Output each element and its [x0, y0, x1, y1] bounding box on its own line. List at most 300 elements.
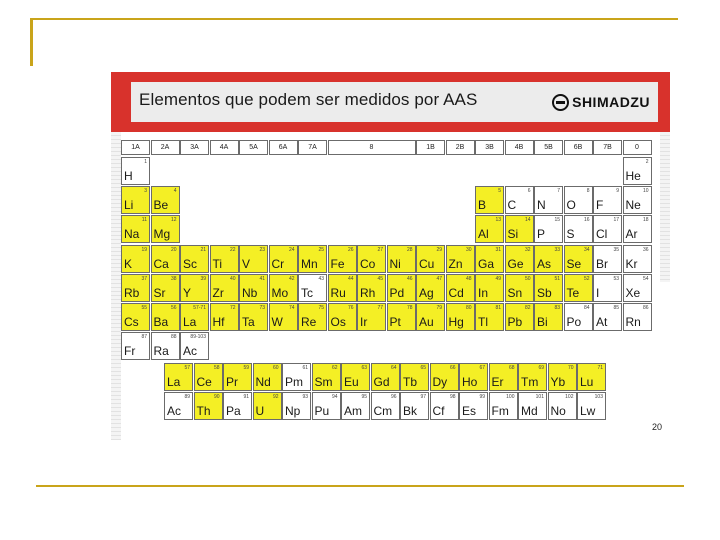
element-cell — [328, 274, 357, 302]
atomic-number: 58 — [213, 365, 220, 371]
element-symbol: Al — [478, 227, 489, 242]
atomic-number: 38 — [170, 275, 177, 282]
element-cell — [593, 303, 622, 331]
element-symbol: Ni — [389, 256, 401, 271]
group-header: 3B — [475, 140, 504, 155]
element-cell — [298, 245, 327, 273]
slide-accent-vertical-line — [30, 18, 33, 66]
element-symbol: Be — [153, 198, 169, 213]
lanthanide-cell — [400, 363, 429, 391]
slide-accent-top-line — [30, 18, 678, 20]
element-symbol: Zr — [212, 285, 224, 300]
element-symbol: Co — [360, 256, 376, 271]
side-strip-left — [111, 132, 121, 440]
atomic-number: 68 — [508, 365, 515, 371]
atomic-number: 91 — [243, 394, 249, 401]
element-cell — [593, 215, 622, 243]
element-symbol: Po — [566, 315, 582, 329]
element-symbol: Cl — [596, 227, 608, 242]
atomic-number: 28 — [406, 246, 413, 253]
actinide-cell — [518, 392, 547, 420]
lanthanide-cell — [577, 363, 606, 391]
group-header: 2B — [446, 140, 475, 155]
actinide-cell — [194, 392, 223, 420]
element-symbol: Yb — [550, 375, 566, 389]
element-cell — [121, 303, 150, 331]
element-symbol: Pb — [507, 315, 523, 329]
element-symbol: Sr — [153, 285, 166, 300]
figure-title: Elementos que podem ser medidos por AAS — [139, 90, 478, 109]
element-symbol: Li — [124, 198, 134, 213]
element-symbol: Nd — [255, 375, 271, 389]
actinide-cell — [341, 392, 370, 420]
element-symbol: O — [566, 198, 576, 213]
atomic-number: 26 — [347, 246, 354, 253]
element-symbol: Md — [521, 404, 538, 419]
element-symbol: B — [478, 198, 487, 213]
element-symbol: W — [271, 315, 283, 329]
element-symbol: Ra — [153, 344, 169, 359]
element-symbol: S — [566, 227, 575, 242]
atomic-number: 22 — [229, 246, 236, 253]
atomic-number: 25 — [318, 246, 324, 253]
element-symbol: C — [507, 198, 517, 213]
atomic-number: 41 — [259, 275, 265, 282]
element-symbol: Ce — [196, 375, 212, 389]
atomic-number: 102 — [565, 394, 574, 401]
element-symbol: Kr — [625, 256, 638, 271]
lanthanide-cell — [164, 363, 193, 391]
element-cell — [387, 303, 416, 331]
element-cell — [121, 245, 150, 273]
element-cell — [534, 303, 563, 331]
shimadzu-logo — [552, 92, 650, 112]
element-symbol: Sn — [507, 285, 523, 300]
atomic-number: 21 — [200, 246, 206, 253]
element-symbol: Fe — [330, 256, 345, 271]
element-cell — [446, 274, 475, 302]
element-symbol: In — [478, 285, 489, 300]
element-cell — [180, 303, 209, 331]
element-cell — [505, 215, 534, 243]
element-cell — [564, 245, 593, 273]
element-cell — [357, 245, 386, 273]
atomic-number: 85 — [613, 305, 619, 311]
lanthanide-cell — [282, 363, 311, 391]
element-symbol: Th — [196, 404, 211, 419]
lanthanide-cell — [430, 363, 459, 391]
element-symbol: Zn — [448, 256, 463, 271]
element-cell — [505, 245, 534, 273]
atomic-number: 62 — [331, 365, 338, 371]
atomic-number: 59 — [243, 365, 249, 371]
banner-panel — [131, 82, 658, 122]
element-symbol: Ba — [153, 315, 169, 329]
element-cell — [121, 274, 150, 302]
atomic-number: 3 — [144, 188, 147, 195]
element-cell — [564, 274, 593, 302]
element-cell — [151, 186, 180, 214]
lanthanide-cell — [341, 363, 370, 391]
periodic-table-figure — [111, 72, 670, 440]
atomic-number: 79 — [436, 305, 442, 311]
element-symbol: F — [596, 198, 604, 213]
element-symbol: Pt — [389, 315, 401, 329]
element-symbol: N — [537, 198, 546, 213]
atomic-number: 23 — [259, 246, 265, 253]
atomic-number: 40 — [229, 275, 236, 282]
element-cell — [357, 274, 386, 302]
element-cell — [180, 332, 209, 360]
group-header: 2A — [151, 140, 180, 155]
element-symbol: Na — [124, 227, 140, 242]
element-cell — [593, 274, 622, 302]
atomic-number: 48 — [465, 275, 472, 282]
element-cell — [564, 215, 593, 243]
element-symbol: Cd — [448, 285, 464, 300]
element-cell — [269, 303, 298, 331]
element-symbol: Si — [507, 227, 519, 242]
element-symbol: U — [255, 404, 265, 419]
atomic-number: 66 — [449, 365, 456, 371]
atomic-number: 18 — [642, 217, 649, 224]
actinide-cell — [489, 392, 518, 420]
atomic-number: 71 — [597, 365, 603, 371]
element-symbol: Tb — [403, 375, 418, 389]
atomic-number: 4 — [173, 188, 177, 195]
group-header: 1A — [121, 140, 150, 155]
element-symbol: Eu — [344, 375, 359, 389]
element-symbol: Sb — [537, 285, 552, 300]
element-cell — [180, 274, 209, 302]
atomic-number: 86 — [642, 305, 649, 311]
atomic-number: 17 — [613, 217, 619, 224]
atomic-number: 77 — [377, 305, 383, 311]
element-symbol: Hg — [448, 315, 464, 329]
element-symbol: Cu — [419, 256, 435, 271]
atomic-number: 19 — [141, 246, 147, 253]
element-symbol: Ag — [419, 285, 434, 300]
element-symbol: Fm — [491, 404, 509, 419]
element-symbol: Mg — [153, 227, 171, 242]
element-symbol: Au — [419, 315, 434, 329]
element-symbol: I — [596, 285, 600, 300]
group-header: 0 — [623, 140, 652, 155]
page-number: 20 — [651, 422, 662, 432]
element-cell — [298, 303, 327, 331]
group-header: 4A — [210, 140, 239, 155]
element-symbol: Ar — [625, 227, 638, 242]
atomic-number: 55 — [141, 305, 147, 311]
atomic-number: 47 — [436, 275, 442, 282]
element-symbol: Ne — [625, 198, 641, 213]
element-symbol: Mn — [301, 256, 318, 271]
element-symbol: La — [183, 315, 197, 329]
element-symbol: Am — [344, 404, 362, 419]
element-cell — [151, 274, 180, 302]
atomic-number: 50 — [524, 275, 531, 282]
element-symbol: No — [550, 404, 566, 419]
atomic-number: 15 — [554, 217, 560, 224]
atomic-number: 99 — [479, 394, 485, 401]
atomic-number: 101 — [535, 394, 544, 401]
atomic-number: 80 — [465, 305, 472, 311]
atomic-number: 96 — [390, 394, 397, 401]
atomic-number: 57 — [184, 365, 190, 371]
side-strip-right — [660, 132, 670, 282]
atomic-number: 63 — [361, 365, 367, 371]
actinide-cell — [164, 392, 193, 420]
element-symbol: Es — [462, 404, 477, 419]
group-header: 7B — [593, 140, 622, 155]
element-cell — [357, 303, 386, 331]
atomic-number: 84 — [583, 305, 590, 311]
atomic-number: 46 — [406, 275, 413, 282]
element-cell — [446, 245, 475, 273]
element-symbol: Ca — [153, 256, 169, 271]
lanthanide-cell — [312, 363, 341, 391]
actinide-cell — [577, 392, 606, 420]
actinide-cell — [371, 392, 400, 420]
atomic-number: 51 — [554, 275, 560, 282]
element-symbol: V — [242, 256, 251, 271]
lanthanide-cell — [194, 363, 223, 391]
element-symbol: Fr — [124, 344, 136, 359]
element-cell — [239, 245, 268, 273]
element-cell — [121, 332, 150, 360]
element-symbol: Ga — [478, 256, 495, 271]
atomic-number: 27 — [377, 246, 383, 253]
element-symbol: Hf — [212, 315, 225, 329]
group-header: 4B — [505, 140, 534, 155]
element-symbol: Bi — [537, 315, 548, 329]
element-cell — [593, 245, 622, 273]
actinide-cell — [223, 392, 252, 420]
element-symbol: Sc — [183, 256, 198, 271]
element-cell — [623, 186, 652, 214]
atomic-number: 90 — [213, 394, 220, 401]
element-symbol: Pm — [285, 375, 303, 389]
atomic-number: 61 — [302, 365, 308, 371]
group-header: 5A — [239, 140, 268, 155]
atomic-number: 83 — [554, 305, 560, 311]
atomic-number: 30 — [465, 246, 472, 253]
atomic-number: 65 — [420, 365, 426, 371]
element-cell — [505, 274, 534, 302]
element-cell — [475, 274, 504, 302]
element-cell — [446, 303, 475, 331]
atomic-number: 2 — [645, 159, 649, 165]
element-cell — [475, 186, 504, 214]
actinide-cell — [253, 392, 282, 420]
element-symbol: Np — [285, 404, 301, 419]
element-cell — [328, 245, 357, 273]
element-cell — [210, 245, 239, 273]
figure-banner — [111, 72, 670, 132]
atomic-number: 37 — [141, 275, 147, 282]
atomic-number: 67 — [479, 365, 485, 371]
atomic-number: 89 — [184, 394, 190, 401]
atomic-number: 64 — [390, 365, 397, 371]
element-symbol: Cs — [124, 315, 139, 329]
element-symbol: As — [537, 256, 552, 271]
element-symbol: Tc — [301, 285, 313, 300]
group-header: 5B — [534, 140, 563, 155]
atomic-number: 6 — [527, 188, 531, 195]
lanthanide-cell — [489, 363, 518, 391]
element-cell — [298, 274, 327, 302]
element-symbol: Cf — [432, 404, 445, 419]
element-symbol: Pr — [226, 375, 238, 389]
atomic-number: 34 — [583, 246, 590, 253]
atomic-number: 24 — [288, 246, 295, 253]
element-symbol: Rh — [360, 285, 376, 300]
element-cell — [387, 274, 416, 302]
atomic-number: 44 — [347, 275, 354, 282]
atomic-number: 89-103 — [190, 334, 206, 341]
brand-name: SHIMADZU — [572, 94, 650, 110]
atomic-number: 8 — [586, 188, 590, 195]
atomic-number: 7 — [557, 188, 560, 195]
atomic-number: 10 — [642, 188, 649, 195]
element-symbol: Sm — [314, 375, 333, 389]
element-cell — [210, 303, 239, 331]
element-cell — [387, 245, 416, 273]
atomic-number: 11 — [141, 217, 147, 224]
atomic-number: 60 — [272, 365, 279, 371]
element-symbol: Bk — [403, 404, 418, 419]
atomic-number: 20 — [170, 246, 177, 253]
atomic-number: 45 — [377, 275, 383, 282]
atomic-number: 78 — [406, 305, 413, 311]
element-symbol: Rb — [124, 285, 140, 300]
element-symbol: Pa — [226, 404, 241, 419]
actinide-cell — [430, 392, 459, 420]
atomic-number: 93 — [302, 394, 308, 401]
atomic-number: 88 — [170, 334, 177, 341]
element-symbol: Pu — [314, 404, 330, 419]
group-header: 6A — [269, 140, 298, 155]
element-symbol: Er — [491, 375, 504, 389]
element-cell — [151, 303, 180, 331]
element-cell — [623, 215, 652, 243]
atomic-number: 72 — [229, 305, 236, 311]
atomic-number: 1 — [144, 159, 147, 165]
atomic-number: 54 — [642, 275, 649, 282]
element-cell — [623, 157, 652, 185]
atomic-number: 36 — [642, 246, 649, 253]
atomic-number: 97 — [420, 394, 426, 401]
element-symbol: Re — [301, 315, 317, 329]
slide-accent-bottom-line — [36, 485, 684, 487]
element-symbol: Ti — [212, 256, 223, 271]
element-symbol: Br — [596, 256, 608, 271]
element-cell — [416, 303, 445, 331]
element-cell — [623, 303, 652, 331]
element-symbol: Se — [566, 256, 582, 271]
element-cell — [239, 303, 268, 331]
actinide-cell — [312, 392, 341, 420]
atomic-number: 87 — [141, 334, 147, 341]
group-header: 6B — [564, 140, 593, 155]
element-cell — [269, 245, 298, 273]
actinide-cell — [459, 392, 488, 420]
atomic-number: 94 — [331, 394, 338, 401]
element-cell — [564, 303, 593, 331]
atomic-number: 73 — [259, 305, 265, 311]
atomic-number: 43 — [318, 275, 324, 282]
element-cell — [210, 274, 239, 302]
lanthanide-cell — [518, 363, 547, 391]
element-cell — [534, 245, 563, 273]
atomic-number: 98 — [449, 394, 456, 401]
element-symbol: Cr — [271, 256, 285, 271]
element-symbol: Cm — [373, 404, 393, 419]
element-cell — [475, 215, 504, 243]
element-symbol: He — [625, 169, 641, 183]
element-cell — [623, 245, 652, 273]
element-cell — [475, 303, 504, 331]
element-symbol: Ho — [462, 375, 478, 389]
element-cell — [534, 274, 563, 302]
atomic-number: 75 — [318, 305, 324, 311]
element-symbol: P — [537, 227, 546, 242]
atomic-number: 82 — [524, 305, 531, 311]
atomic-number: 76 — [347, 305, 354, 311]
atomic-number: 69 — [538, 365, 544, 371]
element-symbol: La — [167, 375, 181, 389]
atomic-number: 14 — [524, 217, 531, 224]
atomic-number: 53 — [613, 275, 619, 282]
atomic-number: 39 — [200, 275, 206, 282]
element-symbol: Ac — [167, 404, 182, 419]
group-header: 1B — [416, 140, 445, 155]
atomic-number: 16 — [583, 217, 590, 224]
atomic-number: 35 — [613, 246, 619, 253]
atomic-number: 29 — [436, 246, 442, 253]
element-symbol: Nb — [242, 285, 258, 300]
atomic-number: 13 — [495, 217, 501, 224]
lanthanide-cell — [371, 363, 400, 391]
element-cell — [505, 186, 534, 214]
element-symbol: At — [596, 315, 608, 329]
atomic-number: 33 — [554, 246, 560, 253]
element-cell — [239, 274, 268, 302]
element-cell — [534, 215, 563, 243]
atomic-number: 12 — [170, 217, 177, 224]
group-header: 3A — [180, 140, 209, 155]
element-symbol: Tm — [521, 375, 539, 389]
element-symbol: Ac — [183, 344, 198, 359]
element-symbol: Lw — [580, 404, 596, 419]
group-header: 8 — [328, 140, 416, 155]
atomic-number: 5 — [498, 188, 501, 195]
element-symbol: Ru — [330, 285, 346, 300]
atomic-number: 52 — [583, 275, 590, 282]
element-symbol: Ge — [507, 256, 524, 271]
atomic-number: 92 — [272, 394, 279, 401]
atomic-number: 70 — [567, 365, 574, 371]
atomic-number: 100 — [506, 394, 515, 401]
actinide-cell — [400, 392, 429, 420]
element-symbol: Pd — [389, 285, 405, 300]
atomic-number: 74 — [288, 305, 295, 311]
element-cell — [328, 303, 357, 331]
element-symbol: Rn — [625, 315, 641, 329]
atomic-number: 49 — [495, 275, 501, 282]
element-cell — [416, 274, 445, 302]
actinide-cell — [282, 392, 311, 420]
